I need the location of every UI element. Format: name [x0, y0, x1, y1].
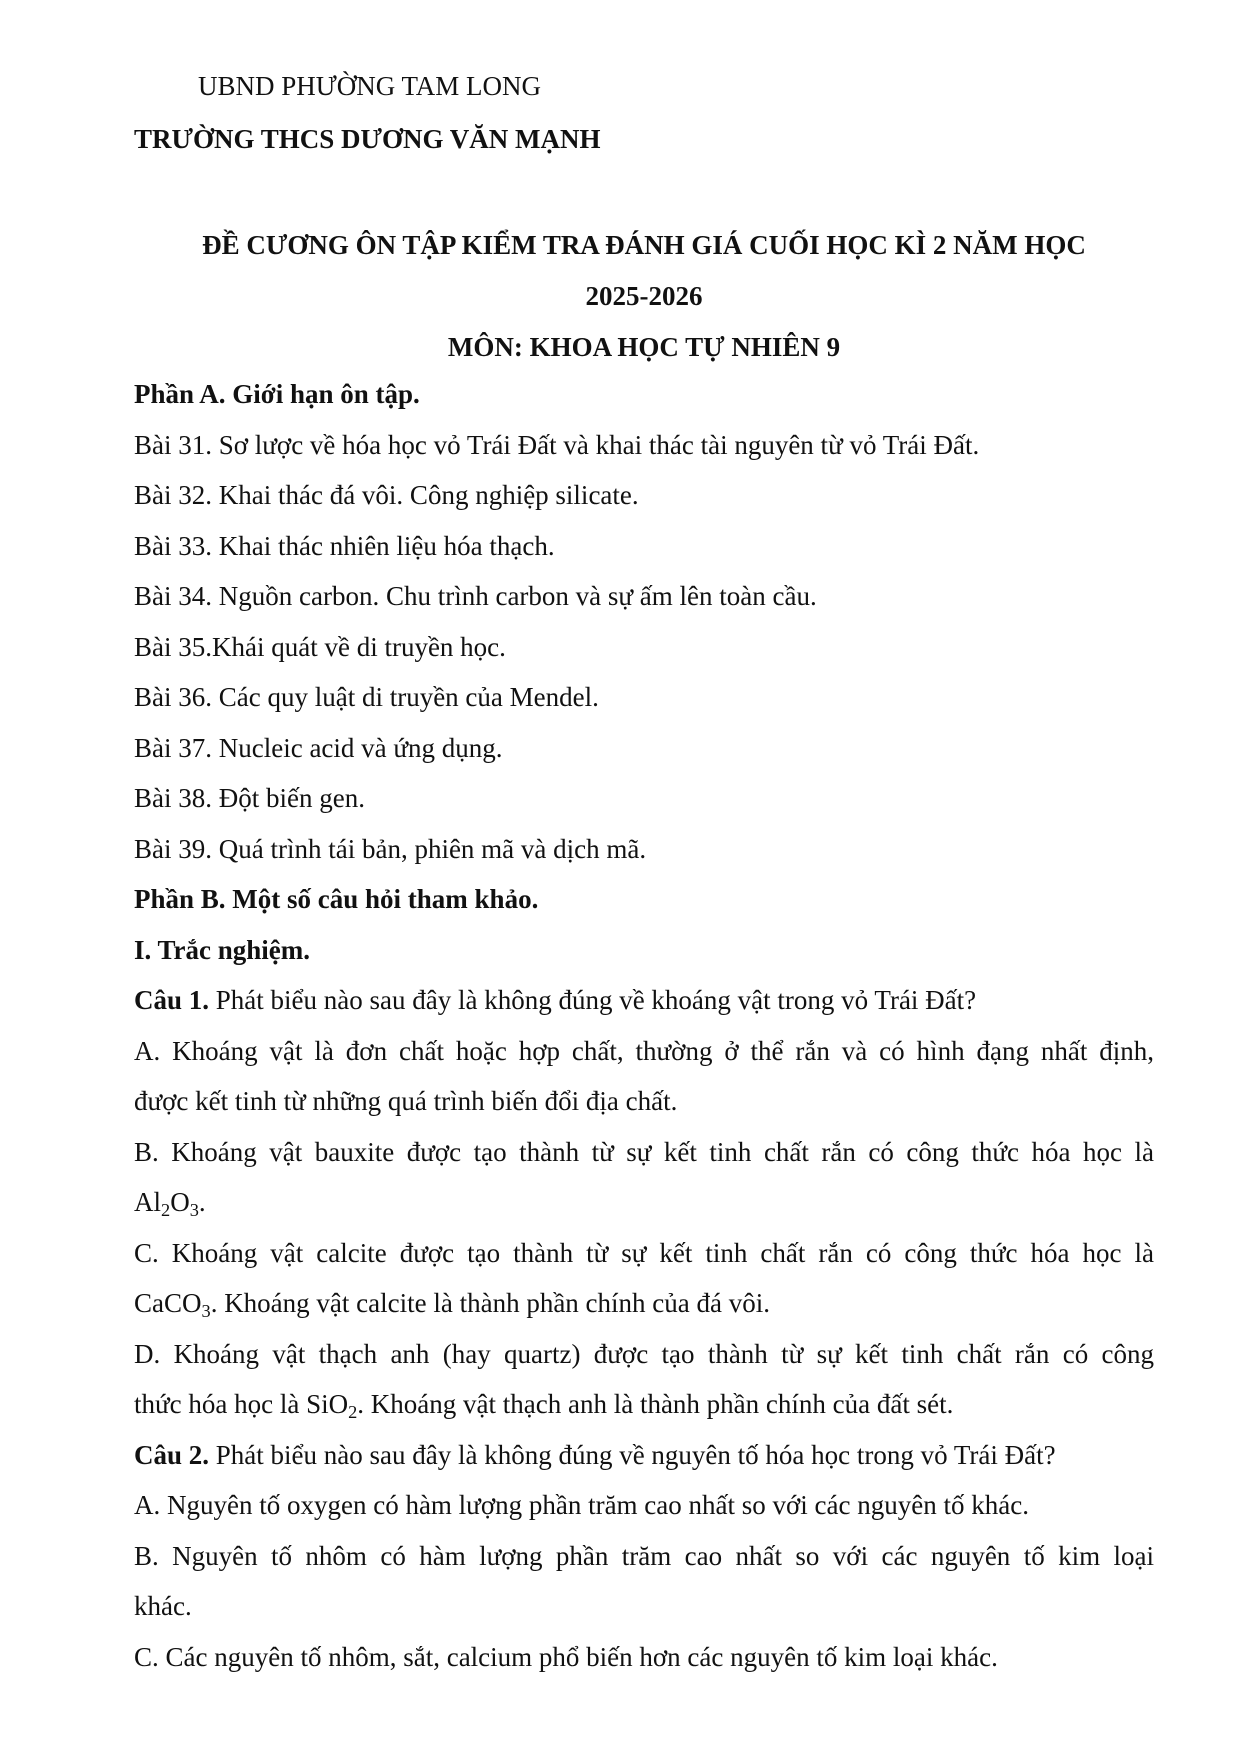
formula-subscript: 3	[201, 1301, 211, 1322]
question-1-label: Câu 1.	[134, 985, 210, 1015]
part-a-heading: Phần A. Giới hạn ôn tập.	[134, 379, 420, 409]
q1-option-c-line-2	[134, 1278, 1154, 1329]
q1-option-b-line-1: B. Khoáng vật bauxite được tạo thành từ sự kết tinh chất rắn có công thức hóa học là	[134, 1136, 1154, 1167]
q2-option-b-line-2: khác.	[134, 1591, 192, 1621]
q1-option-d-line-1: D. Khoáng vật thạch anh (hay quartz) được tạo thành từ sự kết tinh chất rắn có công	[134, 1338, 1154, 1369]
document-title	[134, 220, 1154, 373]
lesson-item: Bài 36. Các quy luật di truyền của Mendel.	[134, 682, 599, 712]
title-school-year: 2025-2026	[585, 281, 703, 311]
option-text: . Khoáng vật calcite là thành phần chính của đá vôi.	[210, 1288, 770, 1318]
lesson-item: Bài 38. Đột biến gen.	[134, 783, 365, 813]
organization-name: UBND PHƯỜNG TAM LONG	[198, 71, 542, 101]
school-name: TRƯỜNG THCS DƯƠNG VĂN MẠNH	[134, 124, 601, 154]
question-1-text: Phát biểu nào sau đây là không đúng về khoáng vật trong vỏ Trái Đất?	[209, 985, 977, 1015]
title-line-1: ĐỀ CƯƠNG ÔN TẬP KIỂM TRA ĐÁNH GIÁ CUỐI HỌC KÌ 2 NĂM HỌC	[202, 230, 1086, 260]
formula-subscript: 2	[348, 1402, 358, 1423]
q2-option-b-line-1: B. Nguyên tố nhôm có hàm lượng phần trăm cao nhất so với các nguyên tố kim loại	[134, 1540, 1154, 1571]
lesson-item: Bài 34. Nguồn carbon. Chu trình carbon và sự ấm lên toàn cầu.	[134, 581, 817, 611]
part-b-heading: Phần B. Một số câu hỏi tham khảo.	[134, 884, 539, 914]
question-1	[134, 975, 1154, 1026]
multiple-choice-heading: I. Trắc nghiệm.	[134, 934, 311, 965]
option-text: . Khoáng vật thạch anh là thành phần chính của đất sét.	[357, 1389, 954, 1419]
lesson-item: Bài 32. Khai thác đá vôi. Công nghiệp silicate.	[134, 480, 639, 510]
lesson-item: Bài 39. Quá trình tái bản, phiên mã và dịch mã.	[134, 833, 647, 864]
question-2	[134, 1430, 1154, 1481]
option-text: thức hóa học là SiO	[134, 1389, 349, 1419]
q2-option-c: C. Các nguyên tố nhôm, sắt, calcium phổ biến hơn các nguyên tố kim loại khác.	[134, 1641, 998, 1672]
lesson-item: Bài 37. Nucleic acid và ứng dụng.	[134, 732, 503, 763]
q2-option-a: A. Nguyên tố oxygen có hàm lượng phần trăm cao nhất so với các nguyên tố khác.	[134, 1490, 1029, 1520]
formula-part: Al	[134, 1187, 161, 1217]
lesson-item: Bài 31. Sơ lược về hóa học vỏ Trái Đất và khai thác tài nguyên từ vỏ Trái Đất.	[134, 429, 980, 460]
lesson-item: Bài 33. Khai thác nhiên liệu hóa thạch.	[134, 530, 555, 561]
q1-option-c-line-1: C. Khoáng vật calcite được tạo thành từ sự kết tinh chất rắn có công thức hóa học là	[134, 1237, 1154, 1268]
formula-end: .	[198, 1187, 206, 1217]
formula-part: O	[170, 1187, 190, 1217]
formula-part: CaCO	[134, 1288, 202, 1318]
formula-subscript: 3	[189, 1200, 199, 1221]
document-body	[134, 369, 1154, 1682]
lesson-item: Bài 35.Khái quát về di truyền học.	[134, 631, 506, 662]
q1-option-d-line-2	[134, 1379, 1154, 1430]
q1-option-b-formula	[134, 1177, 1154, 1228]
q1-option-a-line-1: A. Khoáng vật là đơn chất hoặc hợp chất, thường ở thể rắn và có hình đạng nhất định,	[134, 1035, 1154, 1066]
question-2-label: Câu 2.	[134, 1439, 210, 1470]
q1-option-a-line-2: được kết tinh từ những quá trình biến đổi địa chất.	[134, 1086, 678, 1116]
formula-subscript: 2	[161, 1200, 171, 1221]
title-subject: MÔN: KHOA HỌC TỰ NHIÊN 9	[447, 332, 841, 362]
question-2-text: Phát biểu nào sau đây là không đúng về nguyên tố hóa học trong vỏ Trái Đất?	[209, 1439, 1056, 1470]
